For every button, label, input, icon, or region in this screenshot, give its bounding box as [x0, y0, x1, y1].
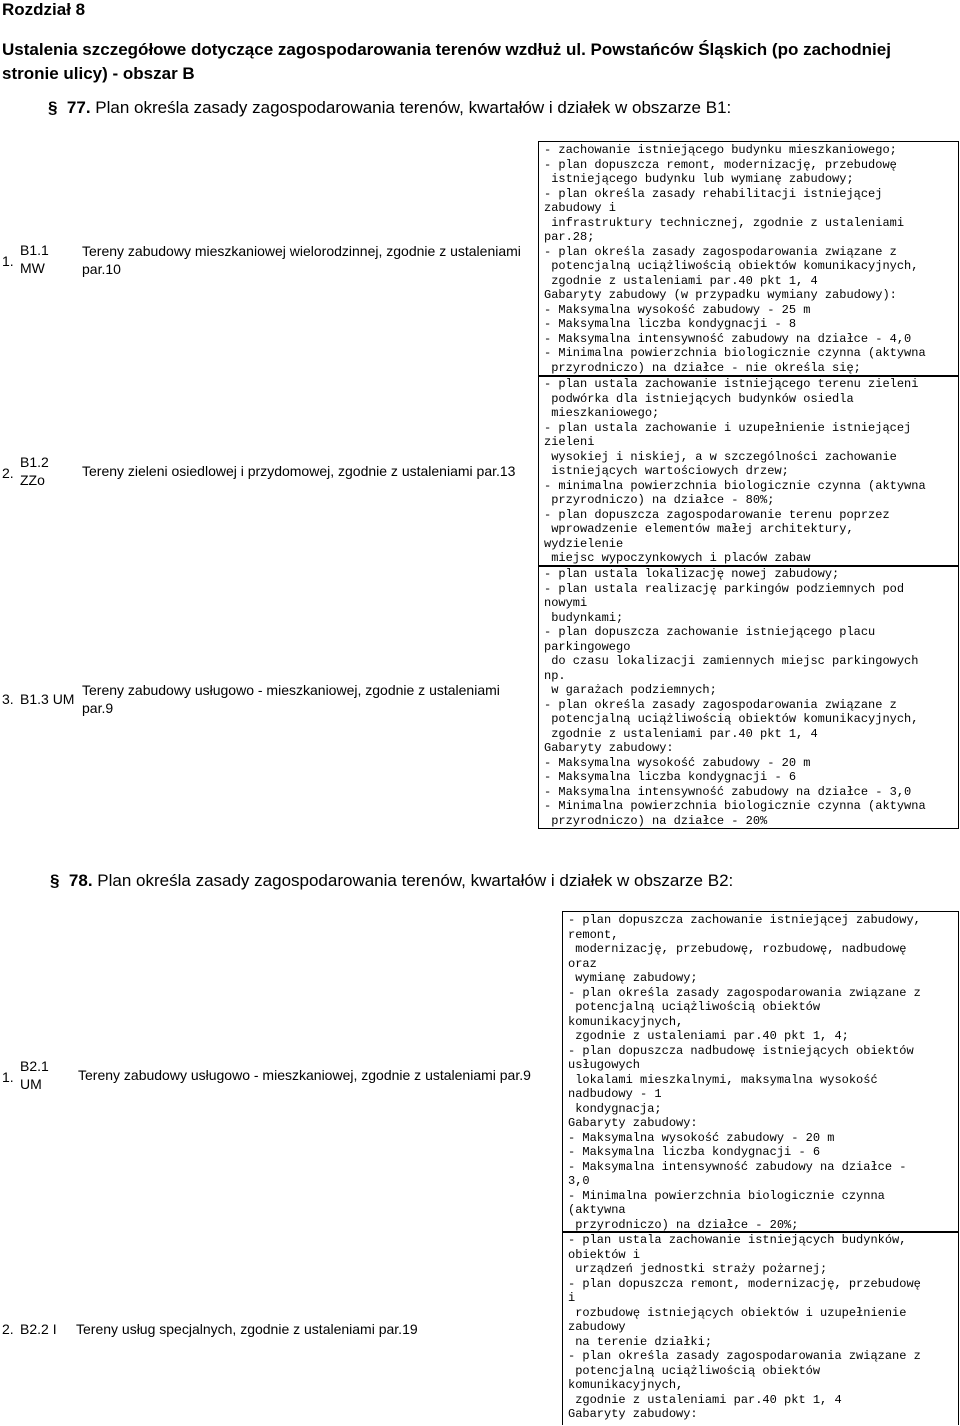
section-78-title	[50, 871, 733, 891]
row-code: B1.3 UM	[20, 691, 75, 707]
rules-box: - plan ustala zachowanie istniejących budynków, obiektów i urządzeń jednostki straży pożarnej; - plan dopuszcza remont, modernizację, przebudowę i rozbudowę istniejących obiektów i uzupełnienie zabudowy na terenie działki; - plan określa zasady zagospodarowania związane z potencjalną uciążliwością obiektów komunikacyjnych, zgodnie z ustaleniami par.40 pkt 1, 4 Gabaryty zabudowy:	[562, 1231, 959, 1425]
row-code: B1.1 MW	[20, 242, 49, 276]
row-number: 3.	[2, 691, 14, 707]
rules-box: - plan ustala zachowanie istniejącego terenu zieleni podwórka dla istniejących budynków osiedla mieszkaniowego; - plan ustala zachowanie i uzupełnienie istniejącej zieleni wysokiej i niskiej, a w szczególności zachowanie istniejących wartościowych drzew; - minimalna powierzchnia biologicznie czynna (aktywna przyrodniczo) na działce - 80%; - plan dopuszcza zagospodarowanie terenu poprzez wprowadzenie elementów małej architektury, wydzielenie miejsc wypoczynkowych i placów zabaw	[538, 375, 959, 567]
row-code: B2.1 UM	[20, 1058, 49, 1092]
row-number: 2.	[2, 1321, 14, 1337]
section-77-title	[48, 98, 731, 118]
section-number: 77.	[66, 98, 91, 117]
row-code: B1.2 ZZo	[20, 454, 49, 488]
chapter-heading: Ustalenia szczegółowe dotyczące zagospodarowania terenów wzdłuż ul. Powstańców Śląskich (po zachodniej stronie ulicy) - obszar B	[2, 40, 891, 83]
row-description: Tereny zieleni osiedlowej i przydomowej, zgodnie z ustaleniami par.13	[82, 463, 516, 479]
row-number: 1.	[2, 253, 14, 269]
row-description: Tereny usług specjalnych, zgodnie z ustaleniami par.19	[76, 1321, 418, 1337]
paragraph-symbol: §	[50, 871, 60, 890]
row-number: 2.	[2, 465, 14, 481]
section-title-text: Plan określa zasady zagospodarowania terenów, kwartałów i działek w obszarze B2:	[97, 871, 734, 890]
row-number: 1.	[2, 1069, 14, 1085]
row-description: Tereny zabudowy usługowo - mieszkaniowej, zgodnie z ustaleniami par.9	[82, 682, 500, 716]
chapter-title: Rozdział 8	[2, 0, 86, 19]
rules-box: - plan ustala lokalizację nowej zabudowy; - plan ustala realizację parkingów podziemnych pod nowymi budynkami; - plan dopuszcza zachowanie istniejącego placu parkingowego do czasu lokalizacji zamiennych miejsc parkingowych np. w garażach podziemnych; - plan określa zasady zagospodarowania związane z potencjalną uciążliwością obiektów komunikacyjnych, zgodnie z ustaleniami par.40 pkt 1, 4 Gabaryty zabudowy: - Maksymalna wysokość zabudowy - 20 m - Maksymalna liczba kondygnacji - 6 - Maksymalna intensywność zabudowy na działce - 3,0 - Minimalna powierzchnia biologicznie czynna (aktywna przyrodniczo) na działce - 20%	[538, 565, 959, 829]
row-description: Tereny zabudowy usługowo - mieszkaniowej, zgodnie z ustaleniami par.9	[78, 1067, 531, 1083]
paragraph-symbol: §	[48, 98, 58, 117]
section-number: 78.	[68, 871, 93, 890]
section-title-text: Plan określa zasady zagospodarowania terenów, kwartałów i działek w obszarze B1:	[95, 98, 732, 117]
rules-box: - plan dopuszcza zachowanie istniejącej zabudowy, remont, modernizację, przebudowę, rozbudowę, nadbudowę oraz wymianę zabudowy; - plan określa zasady zagospodarowania związane z potencjalną uciążliwością obiektów komunikacyjnych, zgodnie z ustaleniami par.40 pkt 1, 4; - plan dopuszcza nadbudowę istniejących obiektów usługowych lokalami mieszkalnymi, maksymalna wysokość nadbudowy - 1 kondygnacja; Gabaryty zabudowy: - Maksymalna wysokość zabudowy - 20 m - Maksymalna liczba kondygnacji - 6 - Maksymalna intensywność zabudowy na działce - 3,0 - Minimalna powierzchnia biologicznie czynna (aktywna przyrodniczo) na działce - 20%;	[562, 911, 959, 1233]
row-code: B2.2 I	[20, 1321, 57, 1337]
row-description: Tereny zabudowy mieszkaniowej wielorodzinnej, zgodnie z ustaleniami par.10	[82, 243, 521, 277]
rules-box: - zachowanie istniejącego budynku mieszkaniowego; - plan dopuszcza remont, modernizację, przebudowę istniejącego budynku lub wymianę zabudowy; - plan określa zasady rehabilitacji istniejącej zabudowy i infrastruktury technicznej, zgodnie z ustaleniami par.28; - plan określa zasady zagospodarowania związane z potencjalną uciążliwością obiektów komunikacyjnych, zgodnie z ustaleniami par.40 pkt 1, 4 Gabaryty zabudowy (w przypadku wymiany zabudowy): - Maksymalna wysokość zabudowy - 25 m - Maksymalna liczba kondygnacji - 8 - Maksymalna intensywność zabudowy na działce - 4,0 - Minimalna powierzchnia biologicznie czynna (aktywna przyrodniczo) na działce - nie określa się;	[538, 141, 959, 377]
